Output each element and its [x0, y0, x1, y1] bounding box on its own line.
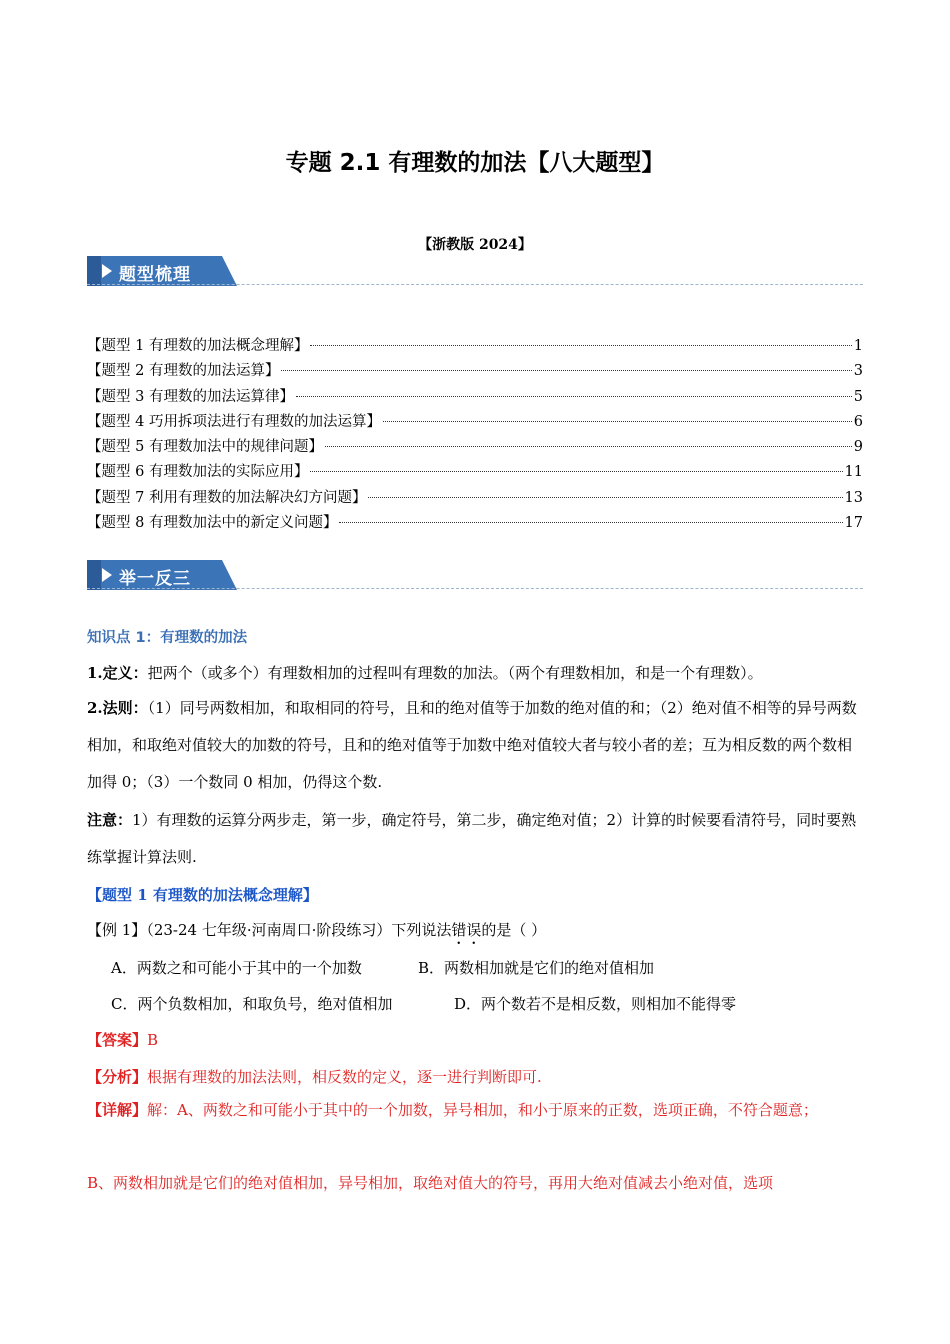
toc-item[interactable]: 【题型 3 有理数的加法运算律】 5 [87, 388, 863, 405]
option-c: C．两个负数相加，和取负号，绝对值相加 [111, 995, 393, 1013]
example-question: 【例 1】（23-24 七年级·河南周口·阶段练习）下列说法错误的是（ ） [87, 921, 547, 939]
option-b: B．两数相加就是它们的绝对值相加 [418, 959, 655, 977]
toc-item[interactable]: 【题型 2 有理数的加法运算】 3 [87, 363, 863, 380]
page-title: 专题 2.1 有理数的加法【八大题型】 [285, 150, 665, 176]
analysis-line: 【分析】根据有理数的加法法则，相反数的定义，逐一进行判断即可. [87, 1068, 542, 1086]
option-a: A．两数之和可能小于其中的一个加数 [111, 959, 362, 977]
toc-item[interactable]: 【题型 1 有理数的加法概念理解】 1 [87, 338, 863, 354]
detail-b-line: B、两数相加就是它们的绝对值相加，异号相加，取绝对值大的符号，再用大绝对值减去小绝对值，选项 [87, 1174, 774, 1192]
edition-label: 【浙教版 2024】 [418, 237, 532, 253]
toc-item[interactable]: 【题型 8 有理数加法中的新定义问题】 17 [87, 515, 863, 532]
divider [87, 284, 863, 285]
answer-line: 【答案】B [87, 1031, 159, 1049]
note-paragraph: 注意：1）有理数的运算分两步走，第一步，确定符号，第二步，确定绝对值；2）计算的时候要看清符号，同时要熟练掌握计算法则. [87, 811, 857, 866]
section-banner-practice [87, 560, 237, 590]
emphasis-text: 错误 [451, 921, 482, 939]
knowledge-title: 知识点 1：有理数的加法 [87, 630, 248, 646]
definition-paragraph: 1.定义：把两个（或多个）有理数相加的过程叫有理数的加法。（两个有理数相加，和是一个有理数）。 [87, 664, 763, 682]
toc-item[interactable]: 【题型 5 有理数加法中的规律问题】 9 [87, 439, 863, 456]
rule-paragraph: 2.法则：（1）同号两数相加，和取相同的符号，且和的绝对值等于加数的绝对值的和；（2）绝对值不相等的异号两数相加，和取绝对值较大的加数的符号，且和的绝对值等于加数中绝对值较大者与较小者的差；互为相反数的两个数相加得 0；（3）一个数同 0 相加，仍得这个数. [87, 699, 857, 791]
banner-title: 题型梳理 [119, 265, 191, 285]
option-d: D．两个数若不是相反数，则相加不能得零 [454, 995, 737, 1013]
toc-item[interactable]: 【题型 6 有理数加法的实际应用】 11 [87, 464, 863, 481]
banner-title: 举一反三 [119, 569, 191, 589]
table-of-contents [87, 334, 863, 536]
toc-item[interactable]: 【题型 4 巧用拆项法进行有理数的加法运算】 6 [87, 413, 863, 430]
toc-item[interactable]: 【题型 7 利用有理数的加法解决幻方问题】 13 [87, 489, 863, 506]
detail-paragraph: 【详解】解：A、两数之和可能小于其中的一个加数，异号相加，和小于原来的正数，选项正确，不符合题意； [87, 1101, 818, 1119]
type1-heading: 【题型 1 有理数的加法概念理解】 [87, 886, 318, 904]
divider [87, 588, 863, 589]
section-banner-types [87, 256, 237, 286]
